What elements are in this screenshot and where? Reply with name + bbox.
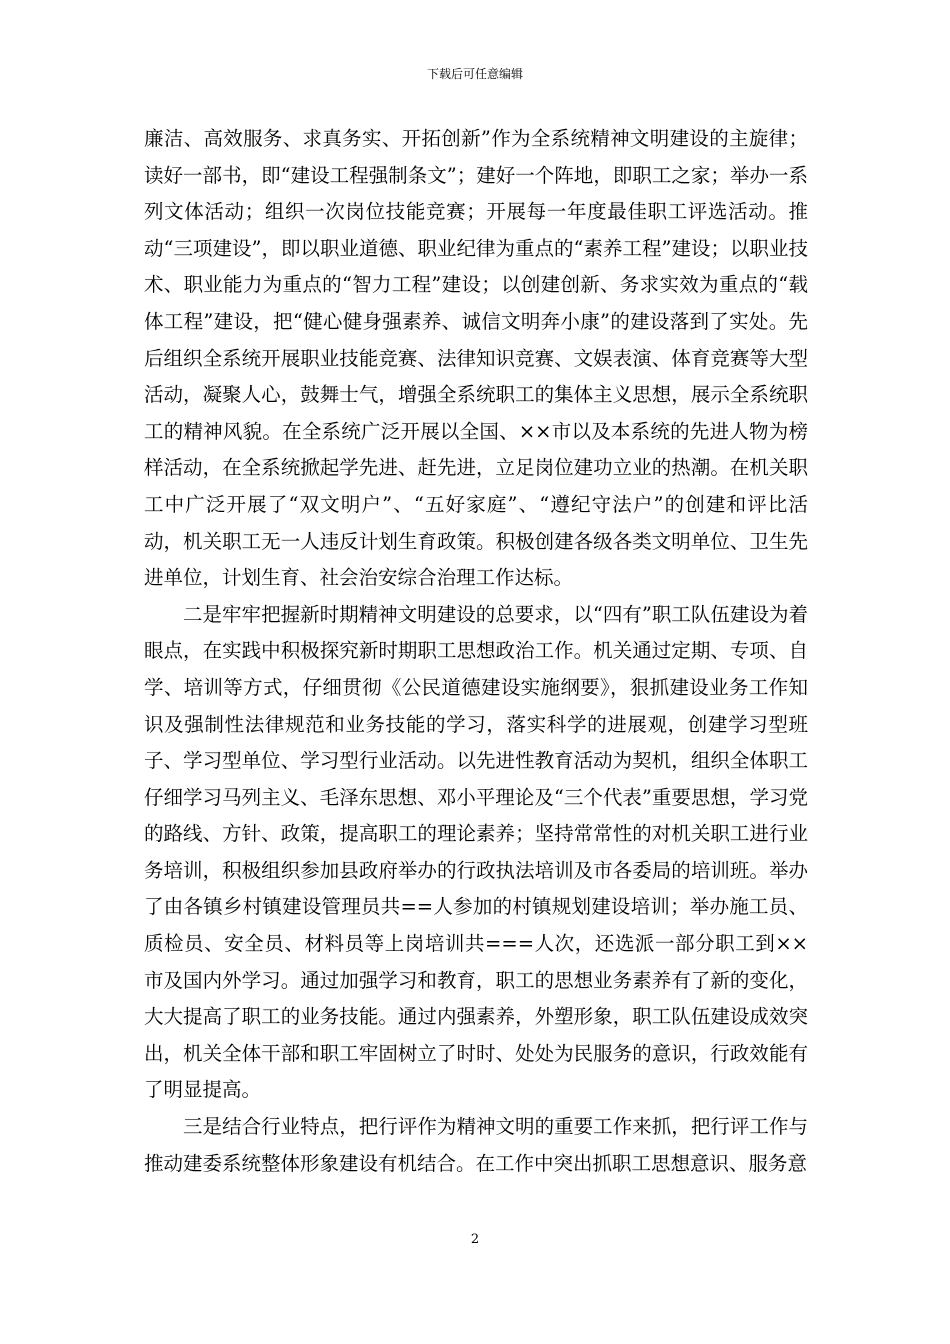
- document-body: [144, 121, 808, 1182]
- page-header: 下载后可任意编辑: [426, 67, 523, 81]
- paragraph-continued: 廉洁、高效服务、求真务实、开拓创新”作为全系统精神文明建设的主旋律；读好一部书，即“建设工程强制条文”；建好一个阵地，即职工之家；举办一系列文体活动；组织一次岗位技能竞赛；开展每一年度最佳职工评选活动。推动“三项建设”，即以职业道德、职业纪律为重点的“素养工程”建设；以职业技术、职业能力为重点的“智力工程”建设；以创建创新、务求实效为重点的“载体工程”建设，把“健心健身强素养、诚信文明奔小康”的建设落到了实处。先后组织全系统开展职业技能竞赛、法律知识竞赛、文娱表演、体育竞赛等大型活动，凝聚人心，鼓舞士气，增强全系统职工的集体主义思想，展示全系统职工的精神风貌。在全系统广泛开展以全国、××市以及本系统的先进人物为榜样活动，在全系统掀起学先进、赶先进，立足岗位建功立业的热潮。在机关职工中广泛开展了“双文明户”、“五好家庭”、“遵纪守法户”的创建和评比活动，机关职工无一人违反计划生育政策。积极创建各级各类文明单位、卫生先进单位，计划生育、社会治安综合治理工作达标。: [144, 127, 808, 590]
- paragraph-two: 二是牢牢把握新时期精神文明建设的总要求，以“四有”职工队伍建设为着眼点，在实践中积极探究新时期职工思想政治工作。机关通过定期、专项、自学、培训等方式，仔细贯彻《公民道德建设实施纲要》，狠抓建设业务工作知识及强制性法律规范和业务技能的学习，落实科学的进展观，创建学习型班子、学习型单位、学习型行业活动。以先进性教育活动为契机，组织全体职工仔细学习马列主义、毛泽东思想、邓小平理论及“三个代表”重要思想，学习党的路线、方针、政策，提高职工的理论素养；坚持常常性的对机关职工进行业务培训，积极组织参加县政府举办的行政执法培训及市各委局的培训班。举办了由各镇乡村镇建设管理员共==人参加的村镇规划建设培训；举办施工员、质检员、安全员、材料员等上岗培训共===人次，还选派一部分职工到××市及国内外学习。通过加强学习和教育，职工的思想业务素养有了新的变化，大大提高了职工的业务技能。通过内强素养，外塑形象，职工队伍建设成效突出，机关全体干部和职工牢固树立了时时、处处为民服务的意识，行政效能有了明显提高。: [144, 602, 808, 1102]
- page-number: 2: [470, 1232, 480, 1247]
- paragraph-three: 三是结合行业特点，把行评作为精神文明的重要工作来抓，把行评工作与推动建委系统整体形象建设有机结合。在工作中突出抓职工思想意识、服务意: [144, 1115, 808, 1175]
